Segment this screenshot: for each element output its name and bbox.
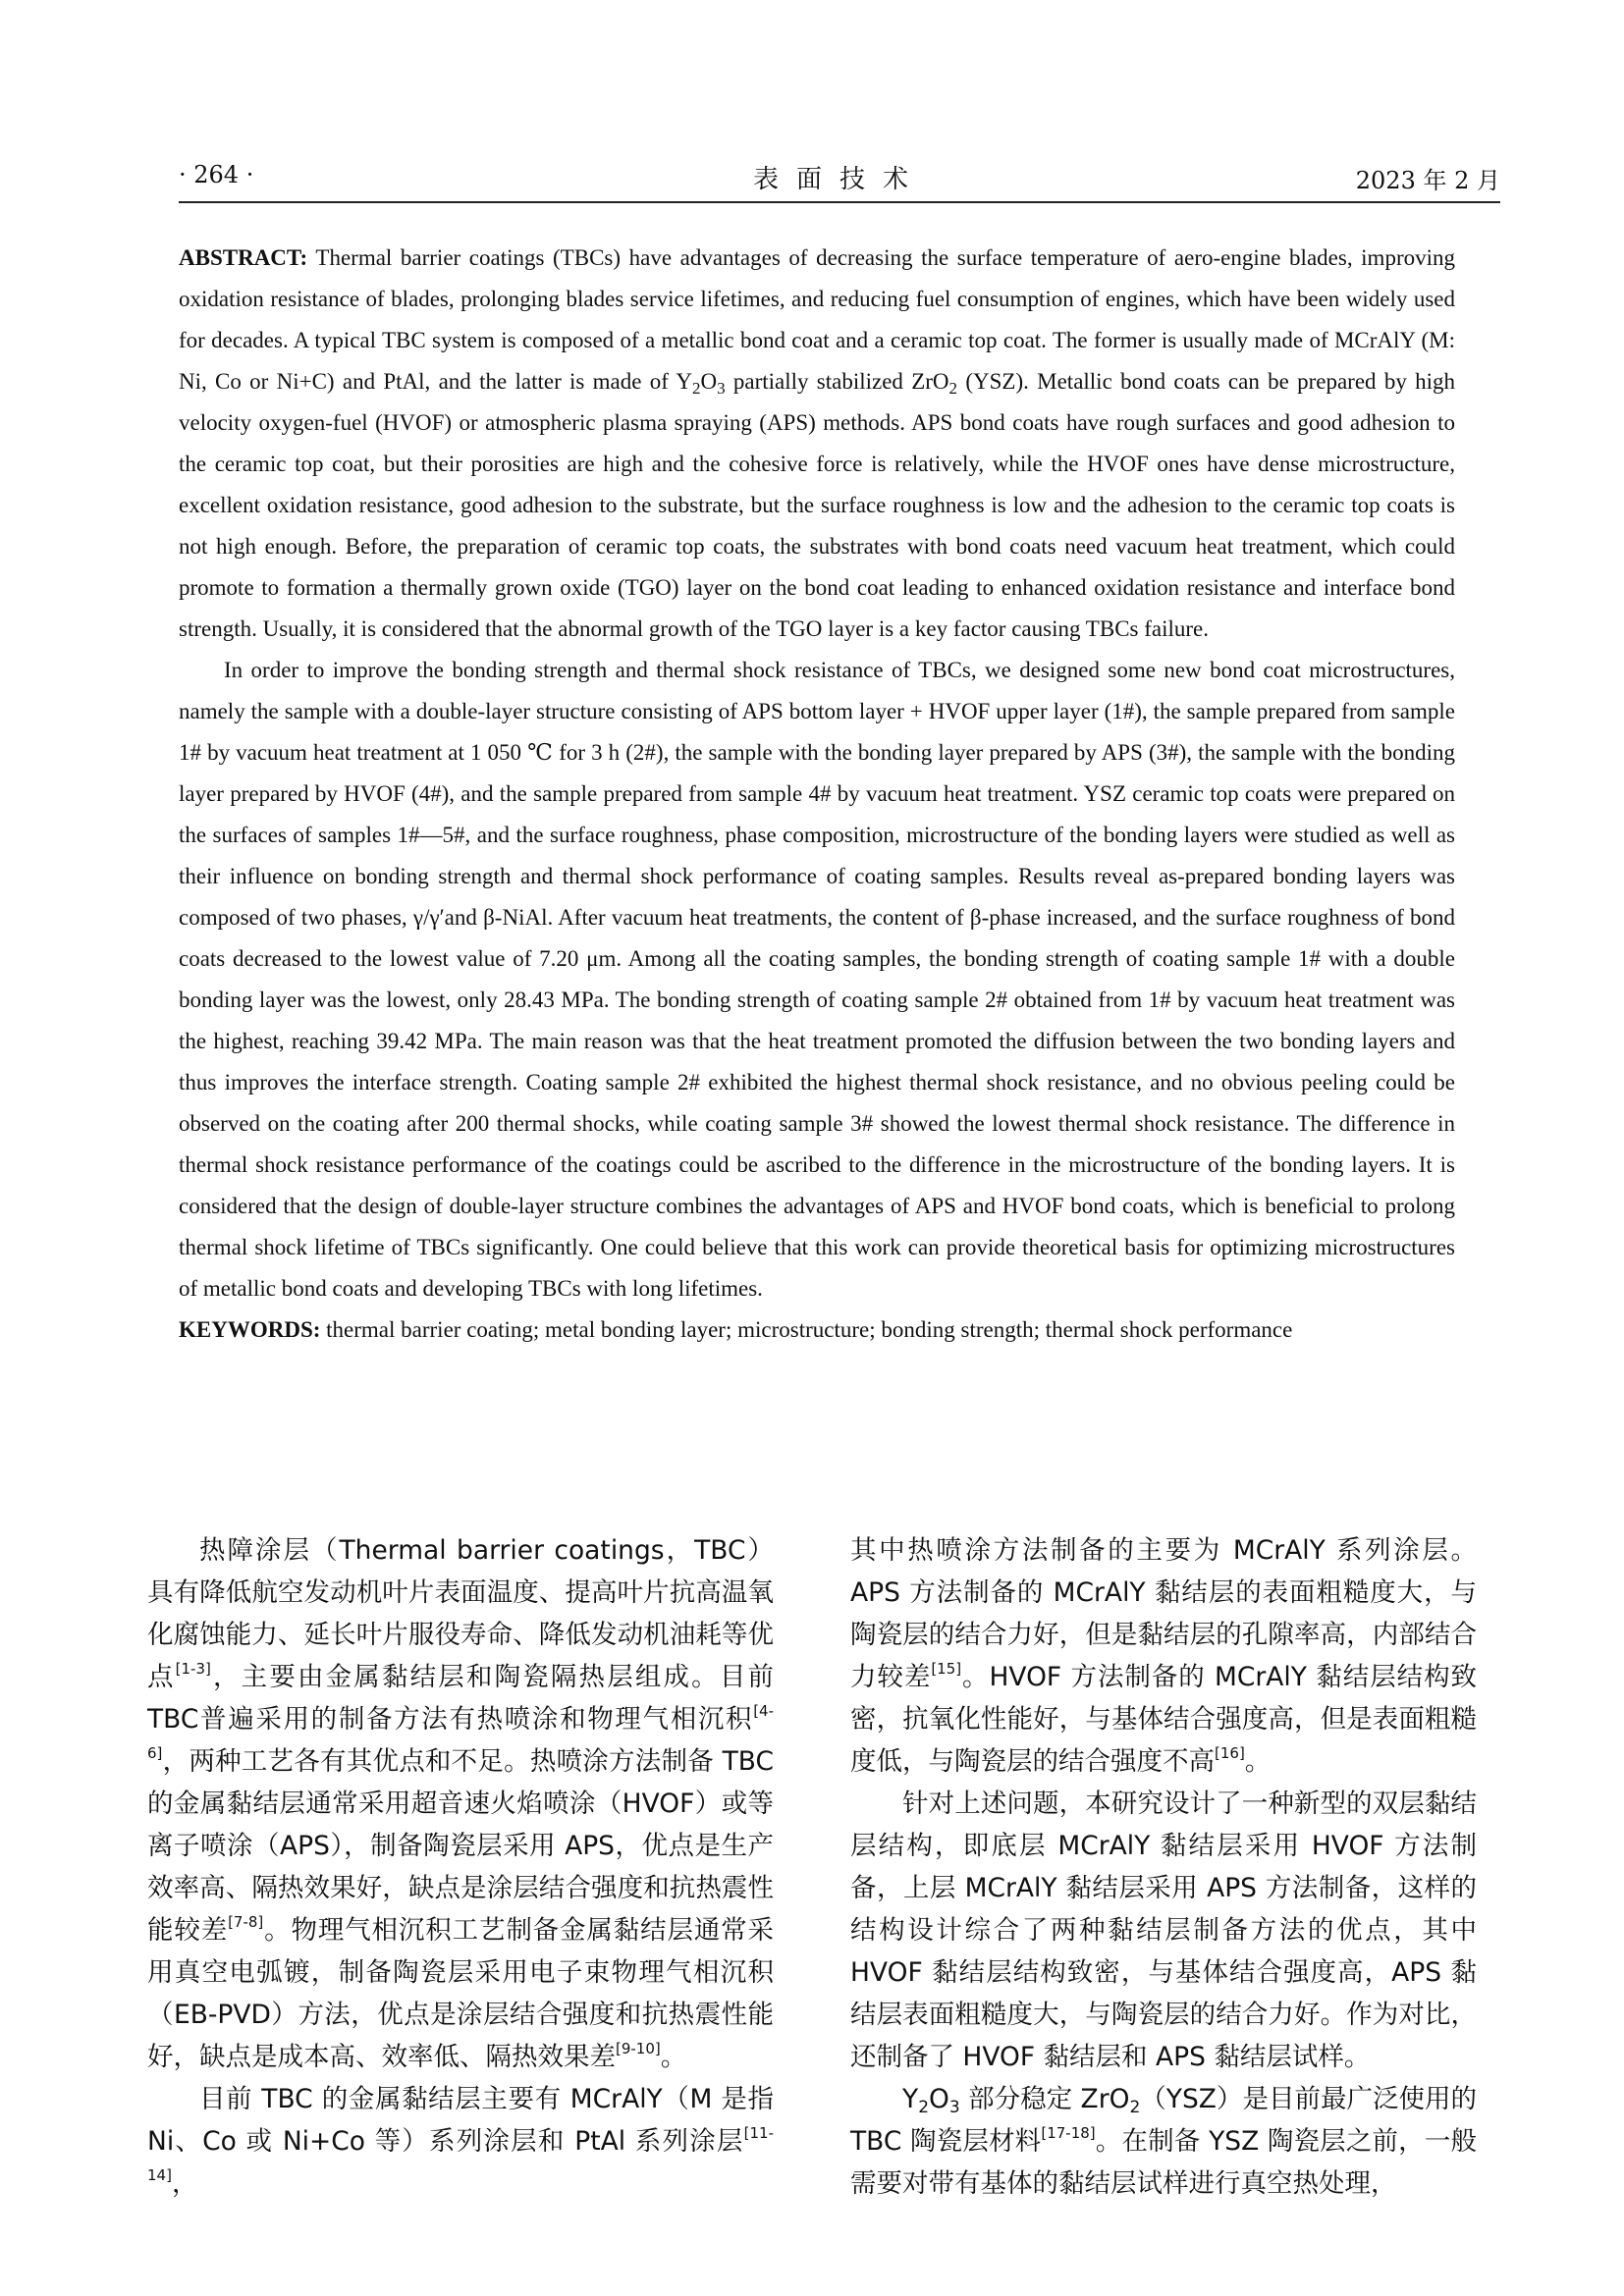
body-text: Y: [902, 2084, 919, 2114]
header-divider: [179, 201, 1500, 203]
body-text: 。在制备 YSZ 陶瓷层之前，一般需要对带有基体的黏结层试样进行真空热处理，: [850, 2126, 1477, 2199]
body-paragraph: [147, 2078, 774, 2205]
body-paragraph: [147, 1529, 774, 2078]
abstract-text: (YSZ). Metallic bond coats can be prepared by high velocity oxygen-fuel (HVOF) or atmospheric plasma spraying (APS) methods. APS bond coats have rough surfaces and good adhesion to the ceramic top coat, but their porosities are high and the cohesive force is relatively, while the HVOF ones have dense microstructure, excellent oxidation resistance, good adhesion to the substrate, but the surface roughness is low and the adhesion to the ceramic top coats is not high enough. Before, the preparation of ceramic top coats, the substrates with bond coats need vacuum heat treatment, which could promote to formation a thermally grown oxide (TGO) layer on the bond coat leading to enhanced oxidation resistance and interface bond strength. Usually, it is considered that the abnormal growth of the TGO layer is a key factor causing TBCs failure.: [179, 369, 1456, 641]
body-text: 。: [1244, 1746, 1272, 1777]
body-text: 。HVOF 方法制备的 MCrAlY 黏结层结构致密，抗氧化性能好，与基体结合强度高，但是表面粗糙度低，与陶瓷层的结合强度不高: [850, 1662, 1478, 1777]
body-text: ，两种工艺各有其优点和不足。热喷涂方法制备 TBC的金属黏结层通常采用超音速火焰喷涂（HVOF）或等离子喷涂（APS），制备陶瓷层采用 APS，优点是生产效率高、隔热效果好，缺点是涂层结合强度和抗热震性能较差: [147, 1746, 774, 1946]
keywords: [179, 1309, 1455, 1351]
citation: [15]: [931, 1660, 962, 1678]
body-text: （YSZ）是目前最广泛使用的 TBC 陶瓷层材料: [850, 2084, 1477, 2157]
citation: [4-6]: [147, 1702, 774, 1762]
body-text: 热障涂层（Thermal barrier coatings，TBC）具有降低航空发动机叶片表面温度、提高叶片抗高温氧化腐蚀能力、延长叶片服役寿命、降低发动机油耗等优点: [147, 1535, 774, 1692]
journal-title: 表面技术: [752, 165, 926, 194]
abstract-label: ABSTRACT:: [179, 245, 308, 270]
abstract-text: O: [700, 369, 718, 394]
body-text: O: [929, 2084, 949, 2114]
body-text: ，主要由金属黏结层和陶瓷隔热层组成。目前TBC普遍采用的制备方法有热喷涂和物理气相沉积: [147, 1662, 774, 1735]
body-text: 。: [660, 2042, 687, 2072]
keywords-label: KEYWORDS:: [179, 1317, 321, 1342]
issue-date: 2023 年 2 月: [1355, 167, 1500, 194]
abstract-paragraph-1: [179, 238, 1455, 650]
body-text: ，: [171, 2168, 198, 2199]
abstract-paragraph-2: In order to improve the bonding strength and thermal shock resistance of TBCs, we designed some new bond coat microstructures, namely the sample with a double-layer structure consisting of APS bottom layer + HVOF upper layer (1#), the sample prepared from sample 1# by vacuum heat treatment at 1 050 ℃ for 3 h (2#), the sample with the bonding layer prepared by APS (3#), the sample with the bonding layer prepared by HVOF (4#), and the sample prepared from sample 4# by vacuum heat treatment. YSZ ceramic top coats were prepared on the surfaces of samples 1#—5#, and the surface roughness, phase composition, microstructure of the bonding layers were studied as well as their influence on bonding strength and thermal shock performance of coating samples. Results reveal as-prepared bonding layers was composed of two phases, γ/γ′and β-NiAl. After vacuum heat treatments, the content of β-phase increased, and the surface roughness of bond coats decreased to the lowest value of 7.20 μm. Among all the coating samples, the bonding strength of coating sample 1# with a double bonding layer was the lowest, only 28.43 MPa. The bonding strength of coating sample 2# obtained from 1# by vacuum heat treatment was the highest, reaching 39.42 MPa. The main reason was that the heat treatment promoted the diffusion between the two bonding layers and thus improves the interface strength. Coating sample 2# exhibited the highest thermal shock resistance, and no obvious peeling could be observed on the coating after 200 thermal shocks, while coating sample 3# showed the lowest thermal shock resistance. The difference in thermal shock resistance performance of the coatings could be ascribed to the difference in the microstructure of the bonding layers. It is considered that the design of double-layer structure combines the advantages of APS and HVOF bond coats, which is beneficial to prolong thermal shock lifetime of TBCs significantly. One could believe that this work can provide theoretical basis for optimizing microstructures of metallic bond coats and developing TBCs with long lifetimes.: [179, 658, 1455, 1301]
body-text: 部分稳定 ZrO: [959, 2084, 1130, 2114]
page-number: · 264 ·: [179, 161, 254, 188]
subscript: 3: [717, 379, 726, 398]
abstract-text: partially stabilized ZrO: [725, 369, 949, 394]
body-paragraph: [850, 2078, 1477, 2205]
page-header: [179, 157, 1500, 196]
subscript: 2: [918, 2098, 930, 2117]
citation: [11-14]: [147, 2124, 774, 2184]
body-column-right: [850, 1529, 1477, 2205]
body-column-left: [147, 1529, 774, 2205]
body-text: 其中热喷涂方法制备的主要为 MCrAlY 系列涂层。APS 方法制备的 MCrAlY 黏结层的表面粗糙度大，与陶瓷层的结合力好，但是黏结层的孔隙率高，内部结合力较差: [850, 1535, 1477, 1692]
citation: [17-18]: [1041, 2124, 1096, 2142]
abstract-text: Thermal barrier coatings (TBCs) have advantages of decreasing the surface temperature of aero-engine blades, improving oxidation resistance of blades, prolonging blades service lifetimes, and reducing fuel consumption of engines, which have been widely used for decades. A typical TBC system is composed of a metallic bond coat and a ceramic top coat. The former is usually made of MCrAlY (M: Ni, Co or Ni+C) and PtAl, and the latter is made of Y: [179, 245, 1455, 394]
subscript: 2: [948, 379, 958, 398]
body-text: 目前 TBC 的金属黏结层主要有 MCrAlY（M 是指 Ni、Co 或 Ni+Co 等）系列涂层和 PtAl 系列涂层: [147, 2084, 774, 2157]
citation: [9-10]: [616, 2040, 661, 2057]
subscript: 2: [691, 379, 701, 398]
subscript: 3: [948, 2098, 960, 2117]
body-paragraph: [850, 1529, 1477, 1783]
body-paragraph: 针对上述问题，本研究设计了一种新型的双层黏结层结构，即底层 MCrAlY 黏结层采用 HVOF 方法制备，上层 MCrAlY 黏结层采用 APS 方法制备，这样的结构设计综合了两种黏结层制备方法的优点，其中 HVOF 黏结层结构致密，与基体结合强度高，APS 黏结层表面粗糙度大，与陶瓷层的结合力好。作为对比，还制备了 HVOF 黏结层和 APS 黏结层试样。: [850, 1789, 1477, 2072]
english-abstract: [179, 238, 1455, 1351]
citation: [7-8]: [228, 1913, 264, 1931]
body-text: 。物理气相沉积工艺制备金属黏结层通常采用真空电弧镀，制备陶瓷层采用电子束物理气相沉积（EB-PVD）方法，优点是涂层结合强度和抗热震性能好，缺点是成本高、效率低、隔热效果差: [147, 1915, 775, 2072]
citation: [16]: [1215, 1744, 1245, 1762]
keywords-text: thermal barrier coating; metal bonding layer; microstructure; bonding strength; thermal shock performance: [320, 1317, 1293, 1342]
citation: [1-3]: [175, 1660, 211, 1678]
subscript: 2: [1129, 2098, 1141, 2117]
